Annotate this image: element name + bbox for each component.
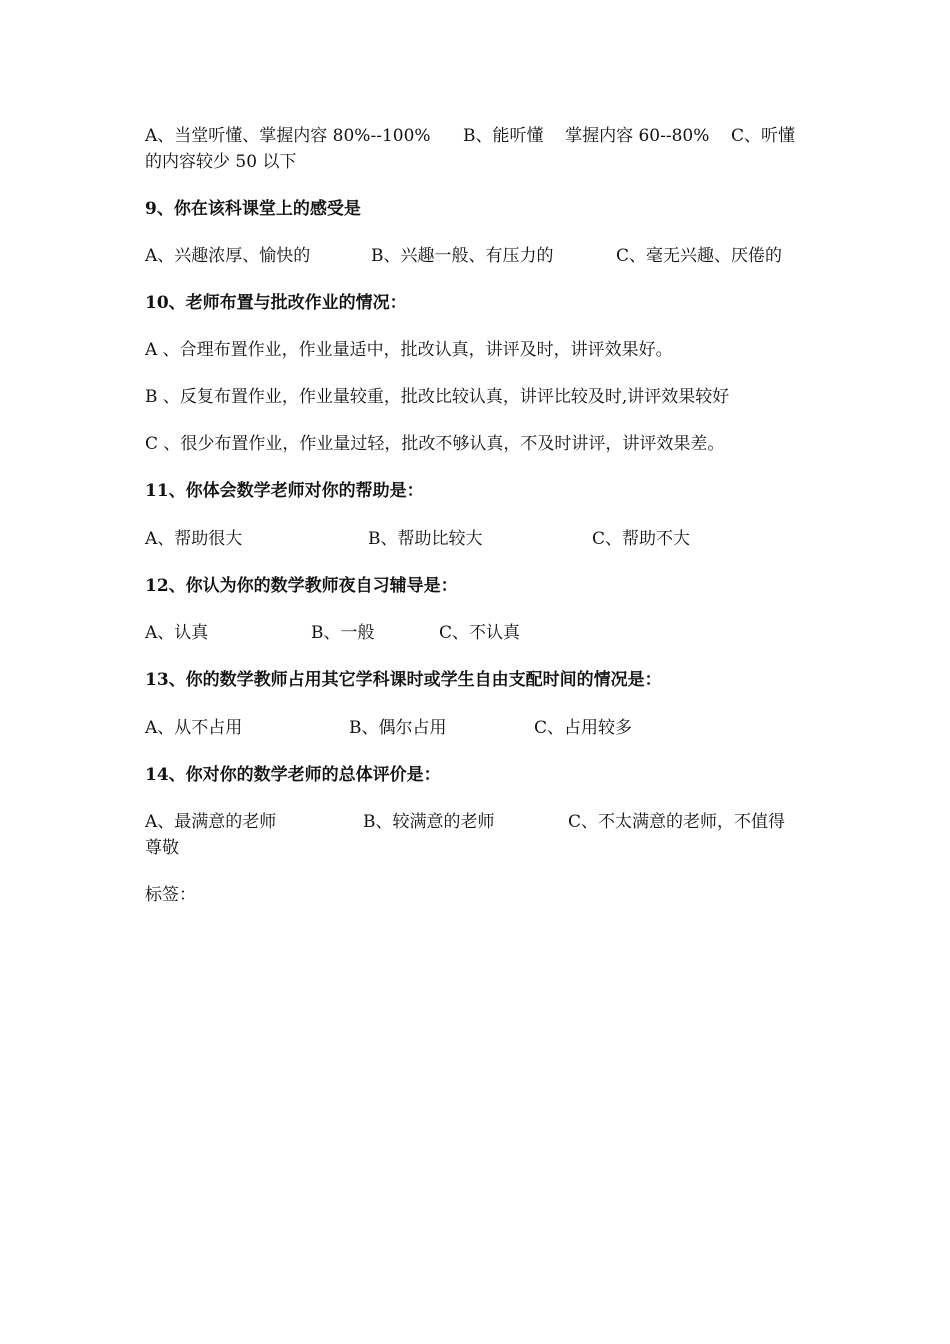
q10-option-a: A 、合理布置作业，作业量适中，批改认真，讲评及时，讲评效果好。 — [145, 340, 673, 360]
q14-option-c-wrap: 尊敬 — [145, 838, 179, 858]
q12-option-a: A、认真 — [145, 623, 209, 643]
q8-options-line2: 的内容较少 50 以下 — [145, 152, 297, 172]
q10-option-b: B 、反复布置作业，作业量较重，批改比较认真，讲评比较及时,讲评效果较好 — [145, 387, 730, 407]
tags-label: 标签： — [145, 885, 196, 905]
q9-question: 9、你在该科课堂上的感受是 — [145, 199, 361, 219]
q14-option-a: A、最满意的老师 — [145, 812, 277, 832]
q9-option-c: C、毫无兴趣、厌倦的 — [616, 246, 783, 266]
q13-option-a: A、从不占用 — [145, 718, 243, 738]
q14-option-b: B、较满意的老师 — [363, 812, 495, 832]
q10-question: 10、老师布置与批改作业的情况： — [145, 293, 407, 313]
q13-option-c: C、占用较多 — [534, 718, 633, 738]
q9-option-b: B、兴趣一般、有压力的 — [371, 246, 554, 266]
q11-option-a: A、帮助很大 — [145, 529, 243, 549]
q10-option-c: C 、很少布置作业，作业量过轻，批改不够认真，不及时讲评，讲评效果差。 — [145, 434, 725, 454]
q13-option-b: B、偶尔占用 — [349, 718, 447, 738]
q11-option-b: B、帮助比较大 — [368, 529, 483, 549]
q14-option-c: C、不太满意的老师，不值得 — [568, 812, 786, 832]
q11-option-c: C、帮助不大 — [592, 529, 691, 549]
q12-option-b: B、一般 — [311, 623, 375, 643]
q14-question: 14、你对你的数学老师的总体评价是： — [145, 765, 441, 785]
q13-question: 13、你的数学教师占用其它学科课时或学生自由支配时间的情况是： — [145, 670, 662, 690]
q11-question: 11、你体会数学老师对你的帮助是： — [145, 481, 424, 501]
q9-option-a: A、兴趣浓厚、愉快的 — [145, 246, 311, 266]
q8-options-line1: A、当堂听懂、掌握内容 80%--100% B、能听懂 掌握内容 60--80% C、听懂 — [145, 126, 796, 146]
q12-option-c: C、不认真 — [439, 623, 521, 643]
q12-question: 12、你认为你的数学教师夜自习辅导是： — [145, 576, 458, 596]
